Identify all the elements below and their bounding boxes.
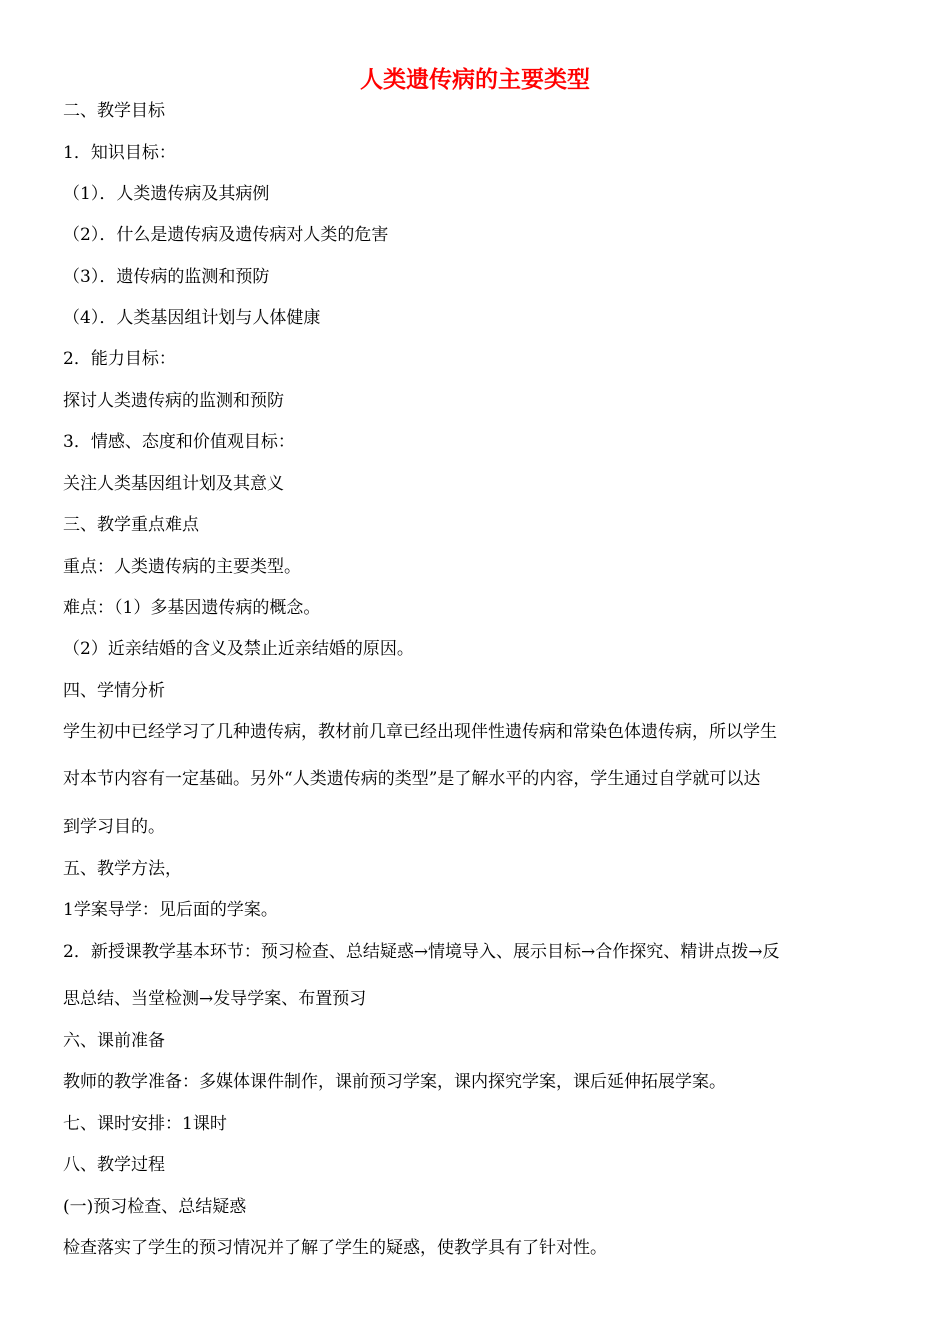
method-item-1: 1学案导学：见后面的学案。	[63, 900, 278, 920]
heading-teaching-methods: 五、教学方法，	[63, 859, 182, 879]
knowledge-item-2: （2）．什么是遗传病及遗传病对人类的危害	[63, 225, 389, 245]
knowledge-item-3: （3）．遗传病的监测和预防	[63, 267, 270, 287]
preparation-text: 教师的教学准备：多媒体课件制作，课前预习学案，课内探究学案，课后延伸拓展学案。	[63, 1072, 726, 1092]
heading-key-points: 三、教学重点难点	[63, 515, 199, 535]
heading-preparation: 六、课前准备	[63, 1031, 165, 1051]
process-step-1-heading: (一)预习检查、总结疑惑	[63, 1197, 247, 1217]
heading-student-analysis: 四、学情分析	[63, 681, 165, 701]
document-title: 人类遗传病的主要类型	[360, 67, 590, 93]
student-analysis-line-1: 学生初中已经学习了几种遗传病，教材前几章已经出现伴性遗传病和常染色体遗传病，所以学生	[63, 722, 777, 742]
knowledge-item-1: （1）．人类遗传病及其病例	[63, 184, 270, 204]
knowledge-item-4: （4）．人类基因组计划与人体健康	[63, 308, 321, 328]
student-analysis-line-3: 到学习目的。	[63, 817, 165, 837]
difficulty-text-1: 难点：（1）多基因遗传病的概念。	[63, 598, 321, 618]
heading-teaching-process: 八、教学过程	[63, 1155, 165, 1175]
heading-schedule: 七、课时安排：1课时	[63, 1114, 227, 1134]
difficulty-text-2: （2）近亲结婚的含义及禁止近亲结婚的原因。	[63, 639, 414, 659]
heading-teaching-objectives: 二、教学目标	[63, 101, 165, 121]
emotion-objectives-text: 关注人类基因组计划及其意义	[63, 474, 284, 494]
method-item-2-line-2: 思总结、当堂检测→发导学案、布置预习	[63, 989, 367, 1009]
ability-objectives-label: 2．能力目标：	[63, 349, 176, 369]
student-analysis-line-2: 对本节内容有一定基础。另外“人类遗传病的类型”是了解水平的内容，学生通过自学就可以达	[63, 769, 761, 789]
key-point-text: 重点：人类遗传病的主要类型。	[63, 557, 301, 577]
emotion-objectives-label: 3．情感、态度和价值观目标：	[63, 432, 295, 452]
process-step-1-text: 检查落实了学生的预习情况并了解了学生的疑惑，使教学具有了针对性。	[63, 1238, 607, 1258]
knowledge-objectives-label: 1．知识目标：	[63, 143, 176, 163]
ability-objectives-text: 探讨人类遗传病的监测和预防	[63, 391, 284, 411]
method-item-2-line-1: 2．新授课教学基本环节：预习检查、总结疑惑→情境导入、展示目标→合作探究、精讲点拨→反	[63, 942, 780, 962]
